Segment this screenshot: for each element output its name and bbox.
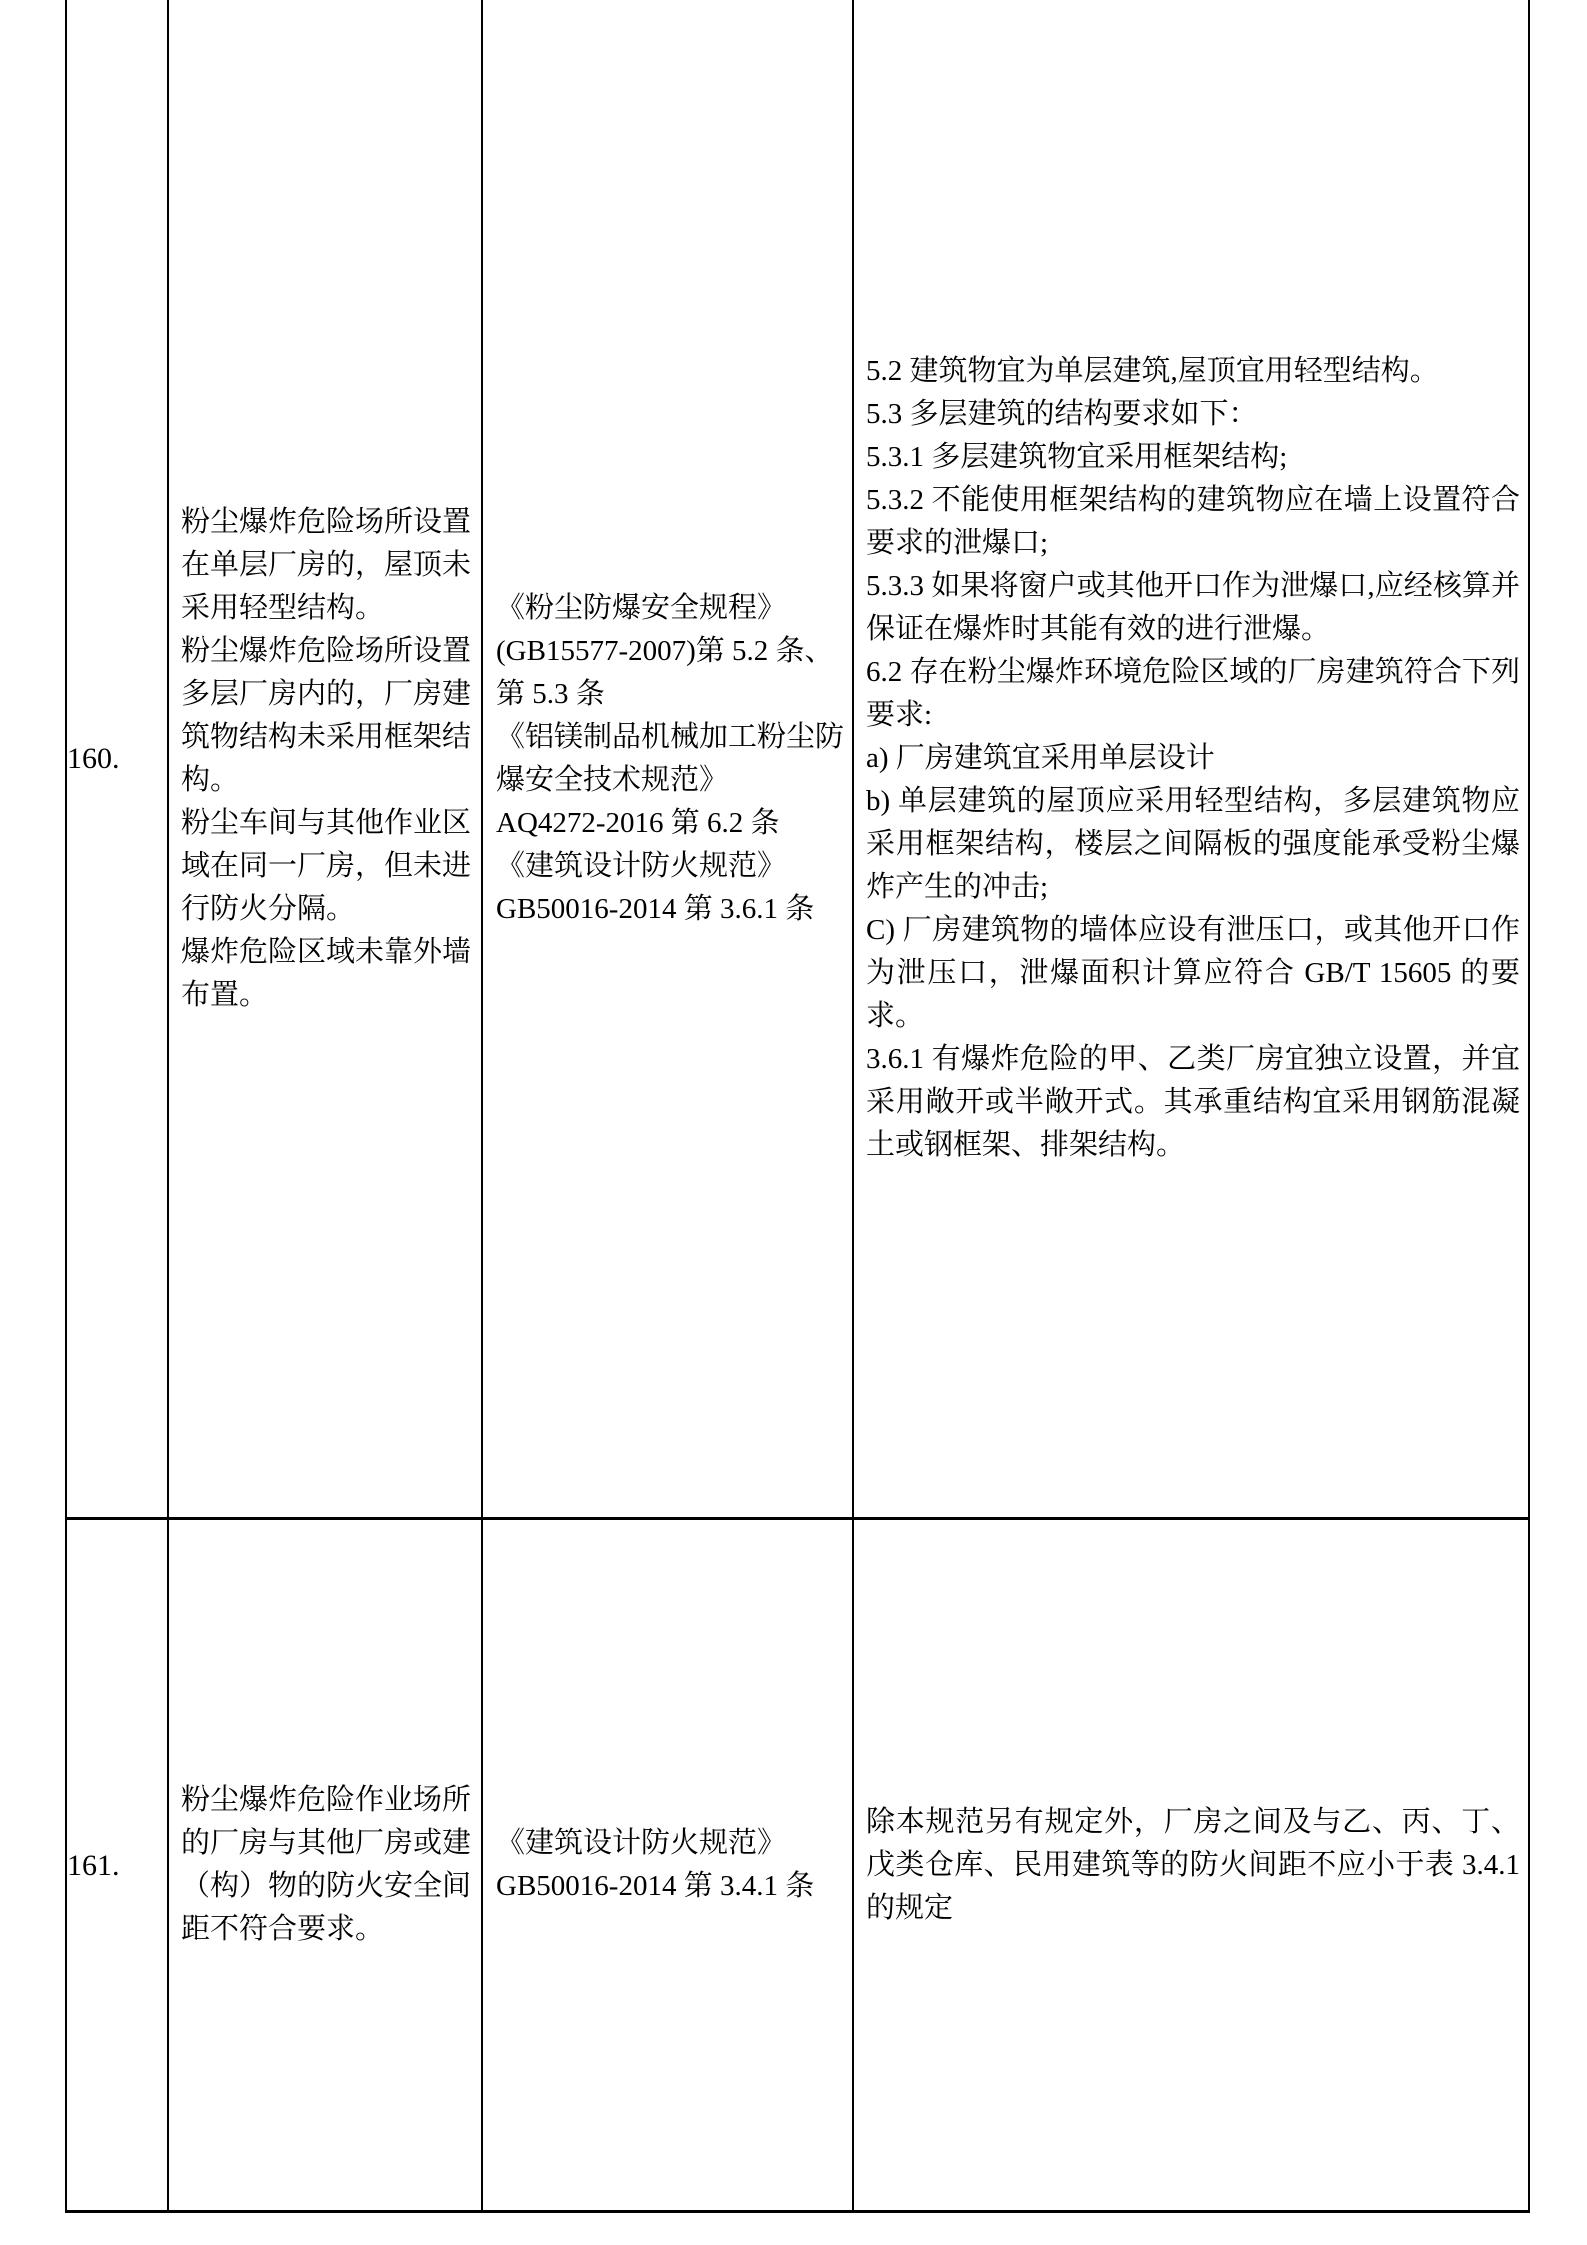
problem-description-text <box>181 1779 471 1951</box>
paragraph: b) 单层建筑的屋顶应采用轻型结构，多层建筑物应采用框架结构，楼层之间隔板的强度能承受粉尘爆炸产生的冲击; <box>866 785 1520 903</box>
paragraph: 《建筑设计防火规范》GB50016-2014 第 3.6.1 条 <box>496 849 815 925</box>
paragraph: 5.2 建筑物宜为单层建筑,屋顶宜用轻型结构。 <box>866 355 1439 387</box>
row-number-cell <box>67 1520 167 2210</box>
legal-basis-cell <box>481 1520 852 2210</box>
paragraph: 5.3 多层建筑的结构要求如下： <box>866 398 1258 430</box>
paragraph: 粉尘爆炸危险场所设置在单层厂房的，屋顶未采用轻型结构。 <box>181 505 472 624</box>
paragraph: 6.2 存在粉尘爆炸环境危险区域的厂房建筑符合下列要求: <box>866 656 1520 731</box>
paragraph: C) 厂房建筑物的墙体应设有泄压口，或其他开口作为泄压口，泄爆面积计算应符合 GB/T 15605 的要求。 <box>866 914 1520 1032</box>
row-number: 160. <box>67 742 120 775</box>
legal-basis-cell <box>481 0 852 1517</box>
regulation-text <box>866 350 1520 1167</box>
paragraph: 《粉尘防爆安全规程》(GB15577-2007)第 5.2 条、第 5.3 条 <box>496 591 834 710</box>
row-number-cell <box>67 0 167 1517</box>
table-row-160 <box>67 0 1528 1520</box>
paragraph: 除本规范另有规定外，厂房之间及与乙、丙、丁、戊类仓库、民用建筑等的防火间距不应小于表 3.4.1 的规定 <box>866 1805 1520 1924</box>
regulation-table <box>65 0 1530 2213</box>
paragraph: 爆炸危险区域未靠外墙布置。 <box>181 935 472 1011</box>
paragraph: 5.3.3 如果将窗户或其他开口作为泄爆口,应经核算并保证在爆炸时其能有效的进行泄爆。 <box>866 570 1520 645</box>
paragraph: 5.3.2 不能使用框架结构的建筑物应在墙上设置符合要求的泄爆口; <box>866 484 1520 559</box>
table-row-161 <box>67 1520 1528 2210</box>
regulation-text <box>866 1801 1520 1930</box>
regulation-text-cell <box>852 0 1528 1517</box>
paragraph: 《铝镁制品机械加工粉尘防爆安全技术规范》 <box>496 720 845 796</box>
problem-description-cell <box>167 0 481 1517</box>
paragraph: 3.6.1 有爆炸危险的甲、乙类厂房宜独立设置，并宜采用敞开或半敞开式。其承重结构宜采用钢筋混凝土或钢框架、排架结构。 <box>866 1043 1520 1161</box>
legal-basis-text <box>496 587 844 931</box>
problem-description-text <box>181 501 471 1017</box>
paragraph: 粉尘车间与其他作业区域在同一厂房，但未进行防火分隔。 <box>181 806 472 925</box>
paragraph: 《建筑设计防火规范》GB50016-2014 第 3.4.1 条 <box>496 1827 815 1902</box>
regulation-text-cell <box>852 1520 1528 2210</box>
legal-basis-text <box>496 1822 844 1908</box>
paragraph: 粉尘爆炸危险作业场所的厂房与其他厂房或建（构）物的防火安全间距不符合要求。 <box>181 1784 472 1945</box>
paragraph: 粉尘爆炸危险场所设置多层厂房内的，厂房建筑物结构未采用框架结构。 <box>181 634 472 796</box>
paragraph: 5.3.1 多层建筑物宜采用框架结构; <box>866 441 1288 473</box>
problem-description-cell <box>167 1520 481 2210</box>
row-number: 161. <box>67 1848 120 1882</box>
paragraph: a) 厂房建筑宜采用单层设计 <box>866 742 1215 774</box>
paragraph: AQ4272-2016 第 6.2 条 <box>496 806 780 839</box>
